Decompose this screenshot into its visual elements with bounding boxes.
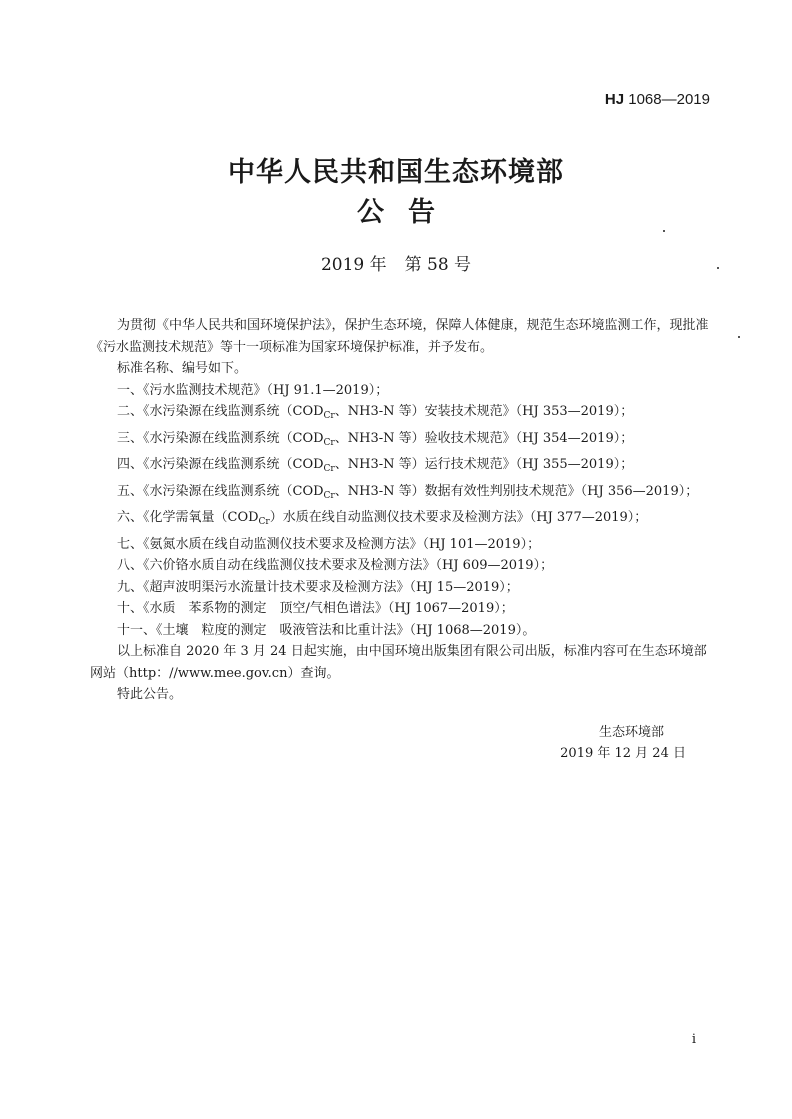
notice-number (0, 250, 792, 275)
ministry-title: 中华人民共和国生态环境部 (228, 157, 564, 188)
list-item: 十一、《土壤 粒度的测定 吸液管法和比重计法》（HJ 1068—2019）。 (117, 622, 536, 638)
code-number: 1068—2019 (628, 91, 710, 108)
list-item: 五、《水污染源在线监测系统（$COD_{Cr}$、NH3-N 等）数据有效性判别技术规范》（HJ 356—2019）； (117, 483, 699, 501)
scan-speck (717, 267, 719, 269)
list-item: 十、《水质 苯系物的测定 顶空/气相色谱法》（HJ 1067—2019）； (117, 601, 514, 616)
document-code (605, 91, 710, 108)
notice-body (90, 315, 718, 706)
signature-block (560, 722, 686, 764)
signature-org: 生态环境部 (598, 725, 664, 740)
list-intro: 标准名称、编号如下。 (117, 361, 248, 376)
notice-issue: 第 58 号 (404, 255, 472, 275)
list-item: 一、《污水监测技术规范》（HJ 91.1—2019）； (117, 382, 389, 398)
list-item: 四、《水污染源在线监测系统（$COD_{Cr}$、NH3-N 等）运行技术规范》（HJ 355—2019）； (117, 457, 634, 474)
list-item: 三、《水污染源在线监测系统（$COD_{Cr}$、NH3-N 等）验收技术规范》（HJ 354—2019）； (117, 430, 634, 448)
list-item: 七、《氨氮水质在线自动监测仪技术要求及检测方法》（HJ 101—2019）； (117, 536, 541, 552)
list-item: 六、《化学需氧量$(COD_{Cr})$水质在线自动监测仪技术要求及检测方法》（HJ 377—2019）； (117, 510, 648, 527)
list-item: 八、《六价铬水质自动在线监测仪技术要求及检测方法》（HJ 609—2019）； (117, 558, 554, 573)
implementation-paragraph: 以上标准自 2020 年 3 月 24 日起实施，由中国环境出版集团有限公司出版，标准内容可在生态环境部网站（http：//www.mee.gov.cn）查询。 (90, 644, 707, 681)
list-item: 九、《超声波明渠污水流量计技术要求及检测方法》（HJ 15—2019）； (117, 579, 519, 595)
scan-speck (663, 230, 665, 232)
intro-paragraph: 为贯彻《中华人民共和国环境保护法》，保护生态环境，保障人体健康，规范生态环境监测工作，现批准《污水监测技术规范》等十一项标准为国家环境保护标准，并予发布。 (90, 318, 709, 355)
code-prefix: HJ (604, 91, 625, 108)
signature-date: 2019 年 12 月 24 日 (560, 746, 686, 761)
closing-text: 特此公告。 (117, 687, 183, 702)
notice-title: 公告 (357, 197, 459, 228)
scan-speck (738, 336, 740, 338)
notice-year: 2019 年 (320, 255, 387, 275)
list-item: 二、《水污染源在线监测系统（$COD_{Cr}$、NH3-N 等）安装技术规范》（HJ 353—2019）； (117, 404, 634, 421)
page-number: i (691, 1032, 696, 1047)
